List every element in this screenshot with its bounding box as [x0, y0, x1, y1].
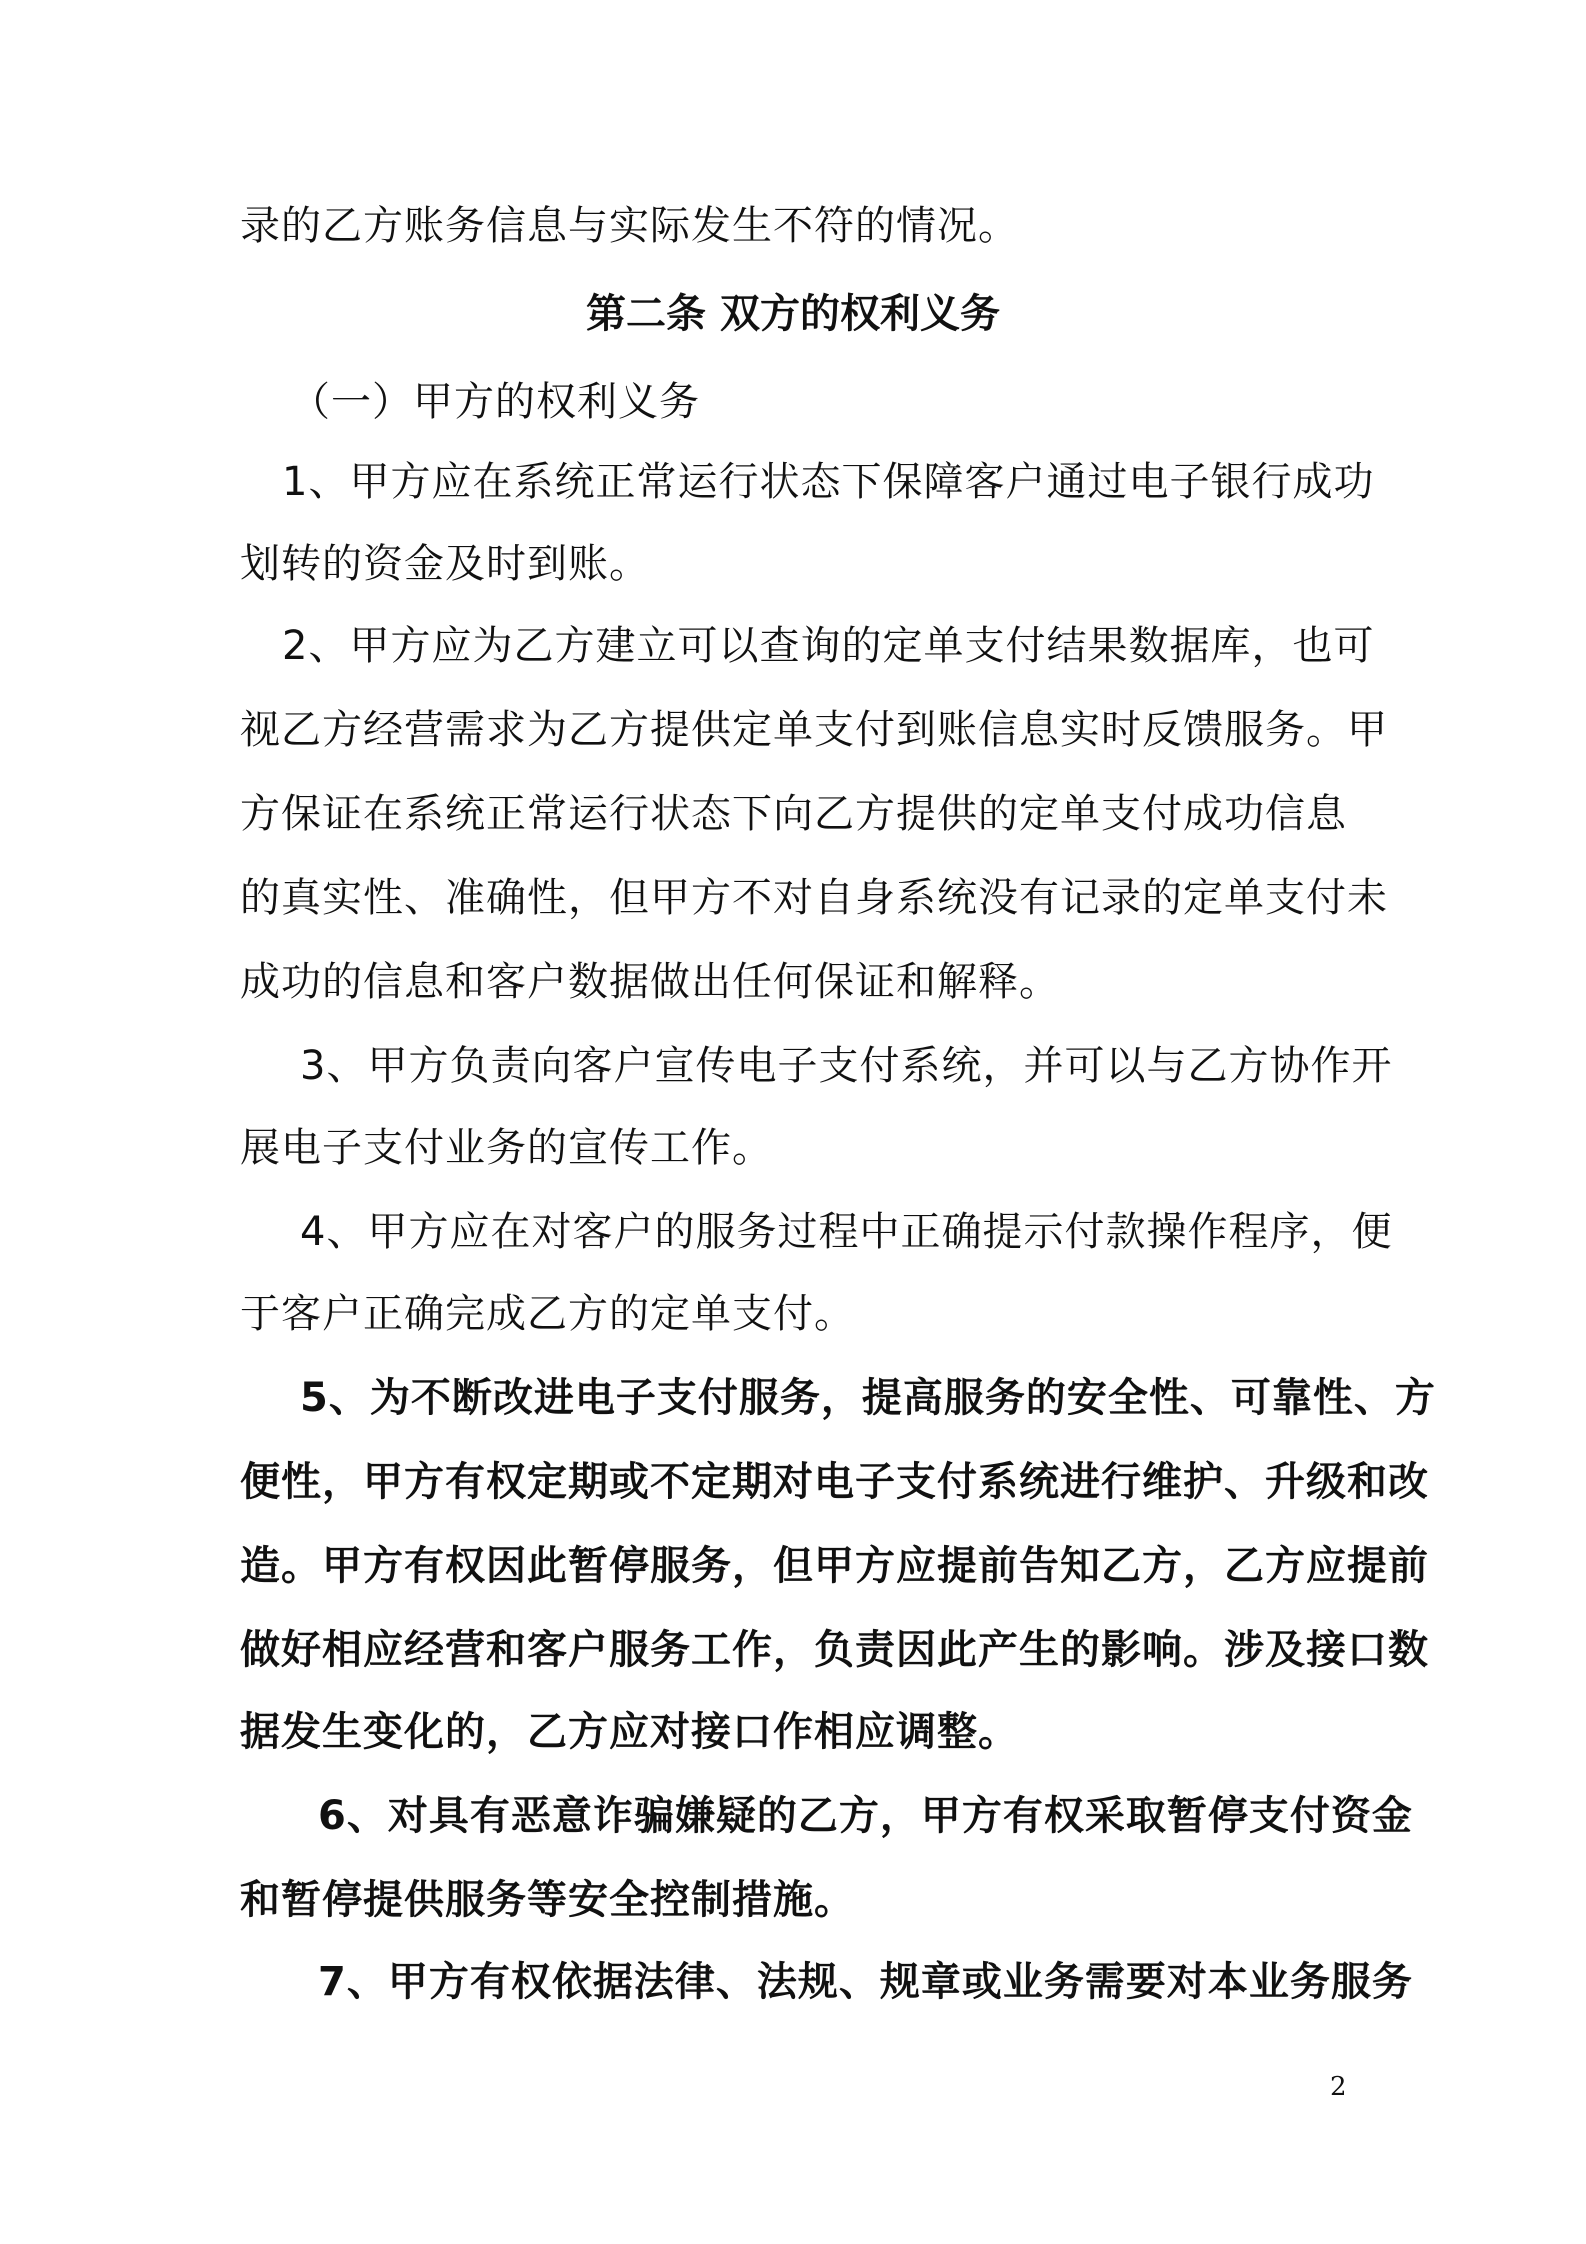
clause-2-line-4: 的真实性、准确性，但甲方不对自身系统没有记录的定单支付未 — [240, 875, 1388, 921]
clause-5-line-1: 5、为不断改进电子支付服务，提高服务的安全性、可靠性、方 — [300, 1375, 1436, 1421]
article-title: 第二条 双方的权利义务 — [586, 291, 1000, 337]
clause-2-line-1: 2、甲方应为乙方建立可以查询的定单支付结果数据库，也可 — [282, 623, 1375, 669]
clause-5-line-4: 做好相应经营和客户服务工作，负责因此产生的影响。涉及接口数 — [240, 1627, 1429, 1673]
clause-5-line-3: 造。甲方有权因此暂停服务，但甲方应提前告知乙方，乙方应提前 — [240, 1543, 1429, 1589]
clause-5-line-5: 据发生变化的，乙方应对接口作相应调整。 — [240, 1709, 1019, 1755]
clause-4-line-2: 于客户正确完成乙方的定单支付。 — [240, 1291, 855, 1337]
clause-3-line-2: 展电子支付业务的宣传工作。 — [240, 1125, 773, 1171]
clause-7-line-1: 7、甲方有权依据法律、法规、规章或业务需要对本业务服务 — [318, 1959, 1413, 2005]
section-title: （一）甲方的权利义务 — [290, 379, 700, 425]
page-number: 2 — [1330, 2072, 1347, 2102]
clause-5-line-2: 便性，甲方有权定期或不定期对电子支付系统进行维护、升级和改 — [240, 1459, 1429, 1505]
continuation-line: 录的乙方账务信息与实际发生不符的情况。 — [240, 203, 1019, 249]
clause-1-line-1: 1、甲方应在系统正常运行状态下保障客户通过电子银行成功 — [282, 459, 1375, 505]
clause-2-line-5: 成功的信息和客户数据做出任何保证和解释。 — [240, 959, 1060, 1005]
clause-2-line-3: 方保证在系统正常运行状态下向乙方提供的定单支付成功信息 — [240, 791, 1347, 837]
clause-2-line-2: 视乙方经营需求为乙方提供定单支付到账信息实时反馈服务。甲 — [240, 707, 1388, 753]
clause-1-line-2: 划转的资金及时到账。 — [240, 541, 650, 587]
clause-6-line-2: 和暂停提供服务等安全控制措施。 — [240, 1877, 855, 1923]
clause-3-line-1: 3、甲方负责向客户宣传电子支付系统，并可以与乙方协作开 — [300, 1043, 1393, 1089]
clause-6-line-1: 6、对具有恶意诈骗嫌疑的乙方，甲方有权采取暂停支付资金 — [318, 1793, 1413, 1839]
clause-4-line-1: 4、甲方应在对客户的服务过程中正确提示付款操作程序，便 — [300, 1209, 1393, 1255]
